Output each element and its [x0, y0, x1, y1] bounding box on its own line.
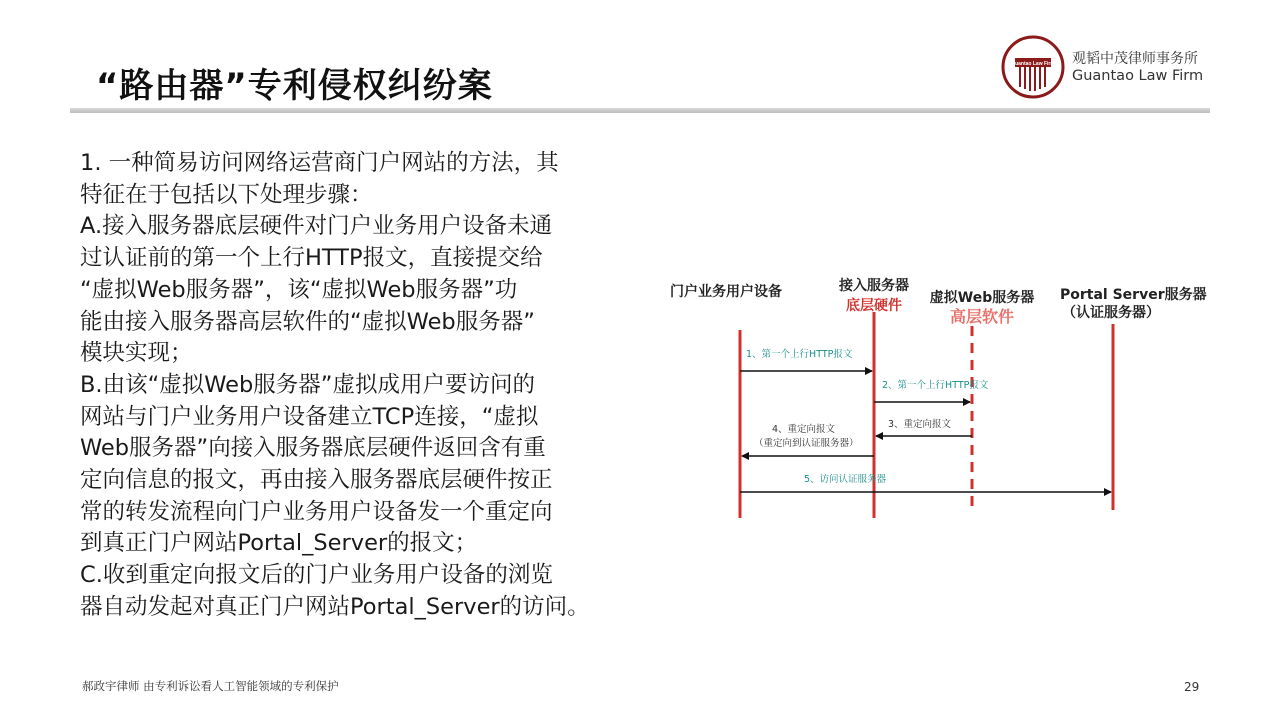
message-label-1: 1、第一个上行HTTP报文 — [746, 349, 853, 360]
firm-seal-icon — [1000, 34, 1066, 100]
message-sublabel-4: （重定向到认证服务器） — [754, 438, 859, 449]
claim-line: 模块实现； — [80, 340, 193, 367]
claim-line: C.收到重定向报文后的门户业务用户设备的浏览 — [80, 562, 553, 589]
firm-logo — [1000, 34, 1220, 104]
firm-name-cn: 观韬中茂律师事务所 — [1072, 51, 1198, 67]
claim-line: “虚拟Web服务器”，该“虚拟Web服务器”功 — [80, 276, 518, 303]
claim-line: 网站与门户业务用户设备建立TCP连接，“虚拟 — [80, 403, 539, 430]
patent-claim-text — [80, 148, 670, 624]
lane-label-access-server: 接入服务器 — [839, 278, 909, 294]
message-label-2: 2、第一个上行HTTP报文 — [882, 380, 989, 391]
claim-line: 过认证前的第一个上行HTTP报文，直接提交给 — [80, 245, 543, 272]
firm-seal-text: Guantao Law Firm — [1011, 61, 1055, 67]
claim-line: 1. 一种简易访问网络运营商门户网站的方法，其 — [80, 150, 559, 176]
claim-line: 特征在于包括以下处理步骤： — [80, 181, 373, 208]
claim-line: B.由该“虚拟Web服务器”虚拟成用户要访问的 — [80, 371, 535, 398]
lane-sublabel-high-level-software: 高层软件 — [949, 307, 1015, 326]
claim-line: 到真正门户网站Portal_Server的报文； — [80, 530, 478, 557]
lane-label-user-device: 门户业务用户设备 — [670, 284, 782, 300]
lane-sublabel-auth-server: （认证服务器） — [1062, 305, 1160, 321]
lane-label-virtual-web: 虚拟Web服务器 — [929, 290, 1035, 306]
message-label-3: 3、重定向报文 — [888, 419, 952, 430]
title-divider — [70, 108, 1210, 113]
message-label-5: 5、访问认证服务器 — [804, 474, 887, 485]
footer-text: 郝政宇律师 由专利诉讼看人工智能领域的专利保护 — [82, 679, 339, 693]
firm-name-en: Guantao Law Firm — [1072, 68, 1204, 84]
claim-line: 器自动发起对真正门户网站Portal_Server的访问。 — [80, 593, 590, 620]
claim-line: 常的转发流程向门户业务用户设备发一个重定向 — [80, 498, 553, 525]
lane-label-portal-server: Portal Server服务器 — [1060, 287, 1207, 303]
slide-title: “路由器”专利侵权纠纷案 — [96, 66, 493, 106]
claim-line: Web服务器”向接入服务器底层硬件返回含有重 — [80, 435, 546, 462]
lane-sublabel-access-hardware: 底层硬件 — [846, 298, 902, 314]
claim-line: 能由接入服务器高层软件的“虚拟Web服务器” — [80, 308, 535, 335]
claim-line: A.接入服务器底层硬件对门户业务用户设备未通 — [80, 213, 553, 240]
claim-line: 定向信息的报文，再由接入服务器底层硬件按正 — [80, 467, 553, 494]
message-label-4: 4、重定向报文 — [772, 424, 836, 435]
sequence-diagram — [664, 270, 1224, 530]
page-number: 29 — [1184, 680, 1200, 694]
